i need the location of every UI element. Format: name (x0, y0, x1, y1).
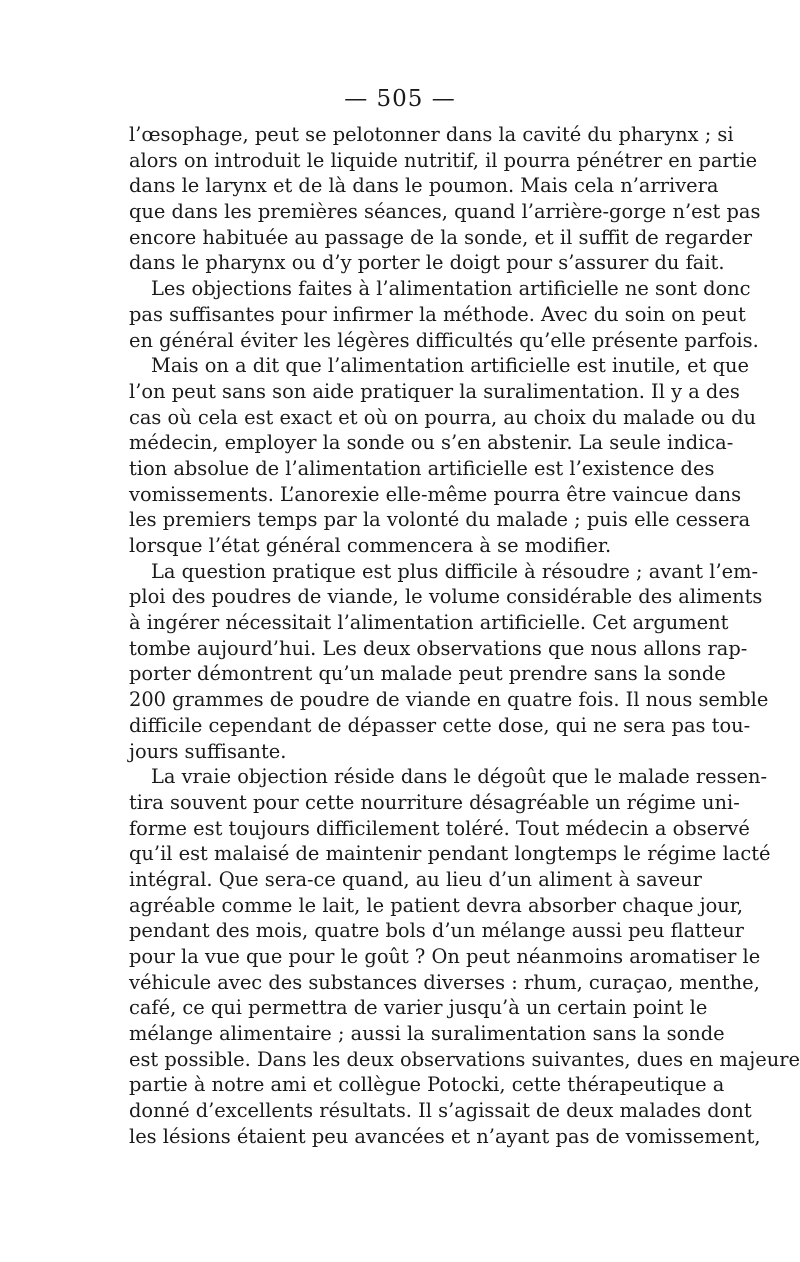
text-line: véhicule avec des substances diverses : rhum, curaçao, menthe, (129, 970, 760, 994)
paragraph (129, 559, 769, 765)
text-line: est possible. Dans les deux observations suivantes, dues en majeure (129, 1047, 800, 1071)
text-line: intégral. Que sera-ce quand, au lieu d’un aliment à saveur (129, 867, 702, 891)
text-line: encore habituée au passage de la sonde, et il suffit de regarder (129, 225, 753, 249)
page-number: — 505 — (344, 86, 456, 112)
text-line: cas où cela est exact et où on pourra, au choix du malade ou du (129, 405, 756, 429)
text-line: dans le larynx et de là dans le poumon. Mais cela n’arrivera (129, 174, 719, 198)
text-line: que dans les premières séances, quand l’arrière-gorge n’est pas (129, 200, 761, 224)
text-line: ploi des poudres de viande, le volume considérable des aliments (129, 585, 763, 609)
text-line: agréable comme le lait, le patient devra absorber chaque jour, (129, 893, 744, 917)
text-line: pour la vue que pour le goût ? On peut néanmoins aromatiser le (129, 945, 761, 968)
text-line: qu’il est malaisé de maintenir pendant longtemps le régime lacté (129, 842, 771, 866)
text-line: médecin, employer la sonde ou s’en abstenir. La seule indica- (129, 431, 734, 455)
text-line: jours suffisante. (129, 739, 287, 763)
text-line: La vraie objection réside dans le dégoût que le malade ressen- (151, 765, 768, 789)
text-line: vomissements. L’anorexie elle-même pourra être vaincue dans (129, 482, 742, 506)
text-line: porter démontrent qu’un malade peut prendre sans la sonde (129, 662, 726, 686)
body-text (129, 122, 800, 1150)
text-line: pas suffisantes pour infirmer la méthode. Avec du soin on peut (129, 302, 746, 326)
text-line: Mais on a dit que l’alimentation artificielle est inutile, et que (151, 354, 749, 378)
text-line: La question pratique est plus difficile à résoudre ; avant l’em- (151, 559, 759, 583)
text-line: tombe aujourd’hui. Les deux observations que nous allons rap- (129, 636, 748, 660)
text-line: pendant des mois, quatre bols d’un mélange aussi peu flatteur (129, 919, 744, 943)
text-line: difficile cependant de dépasser cette dose, qui ne sera pas tou- (129, 713, 751, 737)
text-line: 200 grammes de poudre de viande en quatre fois. Il nous semble (129, 688, 769, 712)
text-line: à ingérer nécessitait l’alimentation artificielle. Cet argument (129, 611, 729, 635)
paragraph (129, 353, 756, 559)
text-line: l’on peut sans son aide pratiquer la suralimentation. Il y a des (129, 379, 740, 403)
paragraph (129, 764, 800, 1149)
text-line: Les objections faites à l’alimentation artificielle ne sont donc (151, 277, 751, 301)
text-line: tion absolue de l’alimentation artificielle est l’existence des (129, 456, 715, 480)
text-line: café, ce qui permettra de varier jusqu’à un certain point le (129, 996, 708, 1020)
text-line: les premiers temps par la volonté du malade ; puis elle cessera (129, 508, 751, 532)
text-line: tira souvent pour cette nourriture désagréable un régime uni- (129, 790, 740, 814)
text-line: l’œsophage, peut se pelotonner dans la cavité du pharynx ; si (129, 123, 734, 146)
text-line: partie à notre ami et collègue Potocki, cette thérapeutique a (129, 1073, 725, 1097)
text-line: en général éviter les légères difficultés qu’elle présente parfois. (129, 328, 759, 352)
text-line: alors on introduit le liquide nutritif, il pourra pénétrer en partie (129, 148, 758, 172)
text-line: les lésions étaient peu avancées et n’ayant pas de vomissement, (129, 1124, 761, 1148)
paragraph (129, 276, 759, 353)
text-line: mélange alimentaire ; aussi la suralimentation sans la sonde (129, 1022, 725, 1046)
text-line: dans le pharynx ou d’y porter le doigt pour s’assurer du fait. (129, 251, 725, 275)
paragraph (129, 122, 761, 276)
text-line: lorsque l’état général commencera à se modifier. (129, 534, 612, 557)
text-line: forme est toujours difficilement toléré. Tout médecin a observé (129, 816, 750, 840)
text-line: donné d’excellents résultats. Il s’agissait de deux malades dont (129, 1099, 752, 1123)
